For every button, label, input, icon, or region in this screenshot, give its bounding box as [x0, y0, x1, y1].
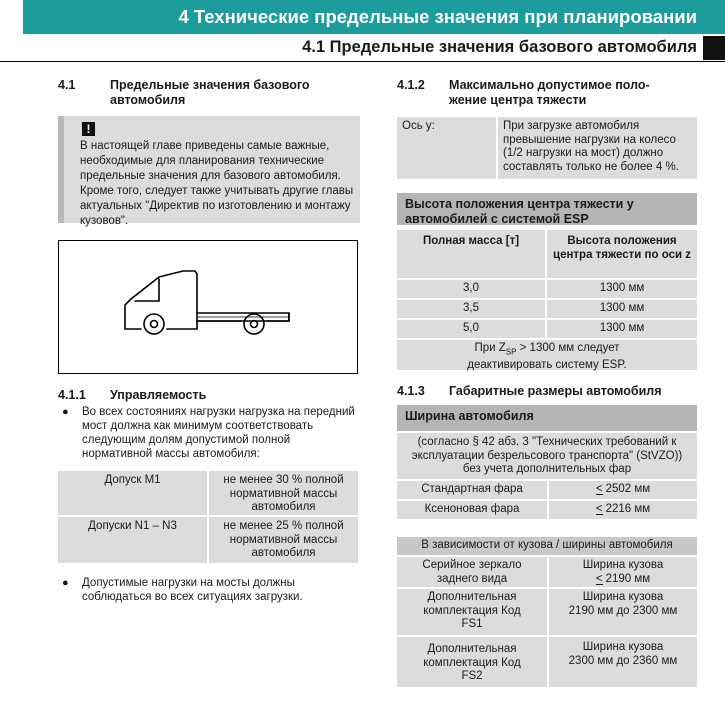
warning-box	[58, 116, 360, 227]
chapter-title: 4 Технические предельные значения при планировании	[178, 6, 697, 27]
esp-cell-mass: 3,5	[397, 300, 545, 318]
bullet-dot-icon: ●	[62, 577, 69, 589]
heading-4-1-2	[397, 78, 697, 110]
chapter-title-bar	[23, 0, 725, 34]
heading-number: 4.1.2	[397, 78, 425, 92]
body-table-title: В зависимости от кузова / ширины автомобиля	[397, 537, 697, 555]
esp-col-header-mass: Полная масса [т]	[397, 230, 545, 278]
width-row-label: Стандартная фара	[397, 481, 547, 499]
table-cell-label: Допуск М1	[58, 471, 207, 515]
esp-table-title: Высота положения центра тяжести у автомобилей с системой ESP	[397, 193, 697, 225]
bullet-item	[62, 576, 360, 606]
body-row-value: Ширина кузова 2300 мм до 2360 мм	[549, 637, 697, 687]
heading-4-1-1	[58, 388, 358, 404]
bullet-text: Допустимые нагрузки на мосты должны соблюдаться во всех ситуациях загрузки.	[82, 577, 303, 603]
body-row-label: Дополнительная комплектация Код FS1	[397, 589, 547, 635]
axis-label: Ось y:	[397, 117, 496, 179]
heading-text: Управляемость	[110, 388, 207, 402]
heading-number: 4.1.3	[397, 384, 425, 398]
heading-number: 4.1	[58, 78, 76, 92]
section-title: 4.1 Предельные значения базового автомобиля	[302, 38, 697, 56]
width-table-title: Ширина автомобиля	[397, 405, 697, 431]
chassis-cab-truck-icon	[59, 241, 357, 373]
axis-text: При загрузке автомобиля превышение нагрузки на колесо (1/2 нагрузки на мост) должно составлять только не более 4 %.	[498, 117, 697, 179]
heading-text: Габаритные размеры автомобиля	[449, 384, 662, 398]
bullet-dot-icon: ●	[62, 406, 69, 418]
heading-4-1	[58, 78, 358, 110]
heading-number: 4.1.1	[58, 388, 86, 402]
vehicle-figure	[58, 240, 358, 374]
section-tab-marker	[703, 36, 725, 60]
width-row-value: < 2502 мм	[549, 481, 697, 499]
bullet-text: Во всех состояниях нагрузки нагрузка на передний мост должна как минимум соответствовать следующим долям допустимой полной нормативной массы автомобиля:	[82, 406, 355, 460]
esp-col-header-height: Высота положения центра тяжести по оси z	[547, 230, 697, 278]
bullet-item	[62, 405, 360, 463]
heading-text: Максимально допустимое поло- жение центра тяжести	[449, 78, 650, 107]
heading-4-1-3	[397, 384, 697, 400]
warning-text: В настоящей главе приведены самые важные, необходимые для планирования технические предельные значения для базового автомобиля. Кроме того, следует также учитывать другие главы актуальных "Директив по изготовлению и монтажу кузовов".	[80, 140, 354, 227]
esp-cell-height: 1300 мм	[547, 320, 697, 338]
body-row-label: Серийное зеркало заднего вида	[397, 557, 547, 587]
body-row-value: Ширина кузова < 2190 мм	[549, 557, 697, 587]
esp-note: При $Z_{SP} > 1300$ мм следует деактивировать систему ESP.	[397, 340, 697, 370]
body-row-value: Ширина кузова 2190 мм до 2300 мм	[549, 589, 697, 635]
esp-cell-height: 1300 мм	[547, 280, 697, 298]
table-cell-value: не менее 30 % полной нормативной массы автомобиля	[209, 471, 358, 515]
width-row-value: < 2216 мм	[549, 501, 697, 519]
heading-text: Предельные значения базового автомобиля	[110, 78, 310, 107]
section-header	[0, 34, 725, 62]
warning-exclamation-icon: !	[82, 122, 95, 136]
body-row-label: Дополнительная комплектация Код FS2	[397, 637, 547, 687]
table-cell-label: Допуски N1 – N3	[58, 517, 207, 563]
esp-cell-mass: 3,0	[397, 280, 545, 298]
width-note: (согласно § 42 абз. 3 "Технических требований к эксплуатации безрельсового транспорта" (StVZO)) без учета дополнительных фар	[397, 433, 697, 479]
table-cell-value: не менее 25 % полной нормативной массы автомобиля	[209, 517, 358, 563]
width-row-label: Ксеноновая фара	[397, 501, 547, 519]
esp-cell-height: 1300 мм	[547, 300, 697, 318]
esp-cell-mass: 5,0	[397, 320, 545, 338]
